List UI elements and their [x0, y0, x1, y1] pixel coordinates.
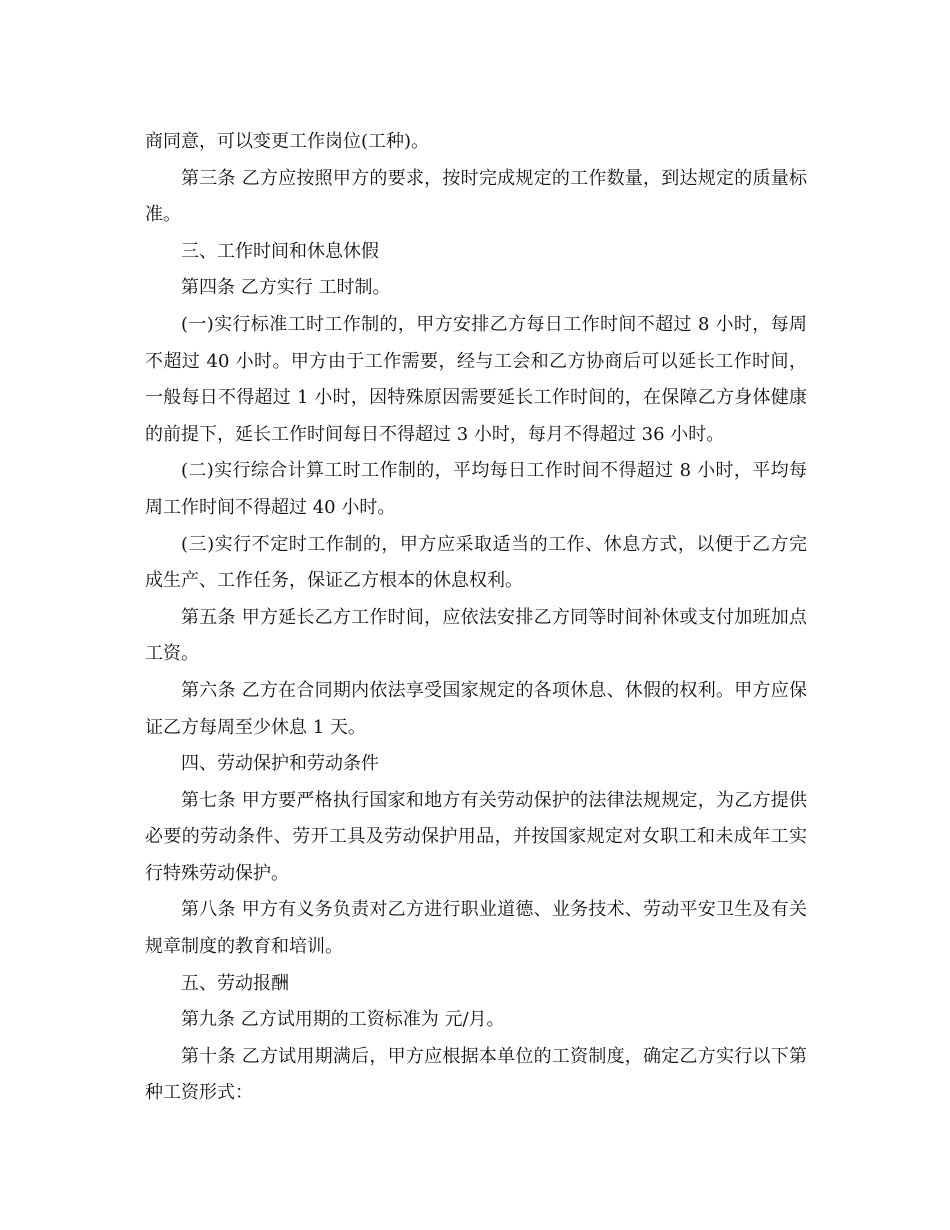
article-8: 第八条 甲方有义务负责对乙方进行职业道德、业务技术、劳动平安卫生及有关规章制度的教育和培训。	[145, 899, 807, 958]
article-6: 第六条 乙方在合同期内依法享受国家规定的各项休息、休假的权利。甲方应保证乙方每周至少休息 1 天。	[145, 679, 807, 738]
paragraph-continuation: 商同意，可以变更工作岗位(工种)。	[145, 131, 430, 152]
article-4-item-2: (二)实行综合计算工时工作制的，平均每日工作时间不得超过 8 小时，平均每周工作时间不得超过 40 小时。	[145, 460, 807, 518]
article-4: 第四条 乙方实行 工时制。	[181, 277, 391, 299]
document-body	[145, 124, 807, 1112]
article-3: 第三条 乙方应按照甲方的要求，按时完成规定的工作数量，到达规定的质量标准。	[145, 167, 807, 226]
article-10: 第十条 乙方试用期满后，甲方应根据本单位的工资制度，确定乙方实行以下第 种工资形式：	[145, 1045, 807, 1104]
section-heading-3: 三、工作时间和休息休假	[181, 240, 379, 262]
article-7: 第七条 甲方要严格执行国家和地方有关劳动保护的法律法规规定，为乙方提供必要的劳动条件、劳开工具及劳动保护用品，并按国家规定对女职工和未成年工实行特殊劳动保护。	[145, 789, 807, 884]
article-5: 第五条 甲方延长乙方工作时间，应依法安排乙方同等时间补休或支付加班加点工资。	[145, 606, 807, 665]
article-4-item-1: (一)实行标准工时工作制的，甲方安排乙方每日工作时间不超过 8 小时，每周不超过 40 小时。甲方由于工作需要，经与工会和乙方协商后可以延长工作时间，一般每日不得超过 1 小时，因特殊原因需要延长工作时间的，在保障乙方身体健康的前提下，延长工作时间每日不得超过 3 小时，每月不得超过 36 小时。	[145, 313, 807, 445]
article-9: 第九条 乙方试用期的工资标准为 元/月。	[181, 1009, 505, 1031]
section-heading-4: 四、劳动保护和劳动条件	[181, 753, 379, 775]
article-4-item-3: (三)实行不定时工作制的，甲方应采取适当的工作、休息方式，以便于乙方完成生产、工作任务，保证乙方根本的休息权利。	[145, 533, 807, 592]
section-heading-5: 五、劳动报酬	[181, 972, 289, 994]
